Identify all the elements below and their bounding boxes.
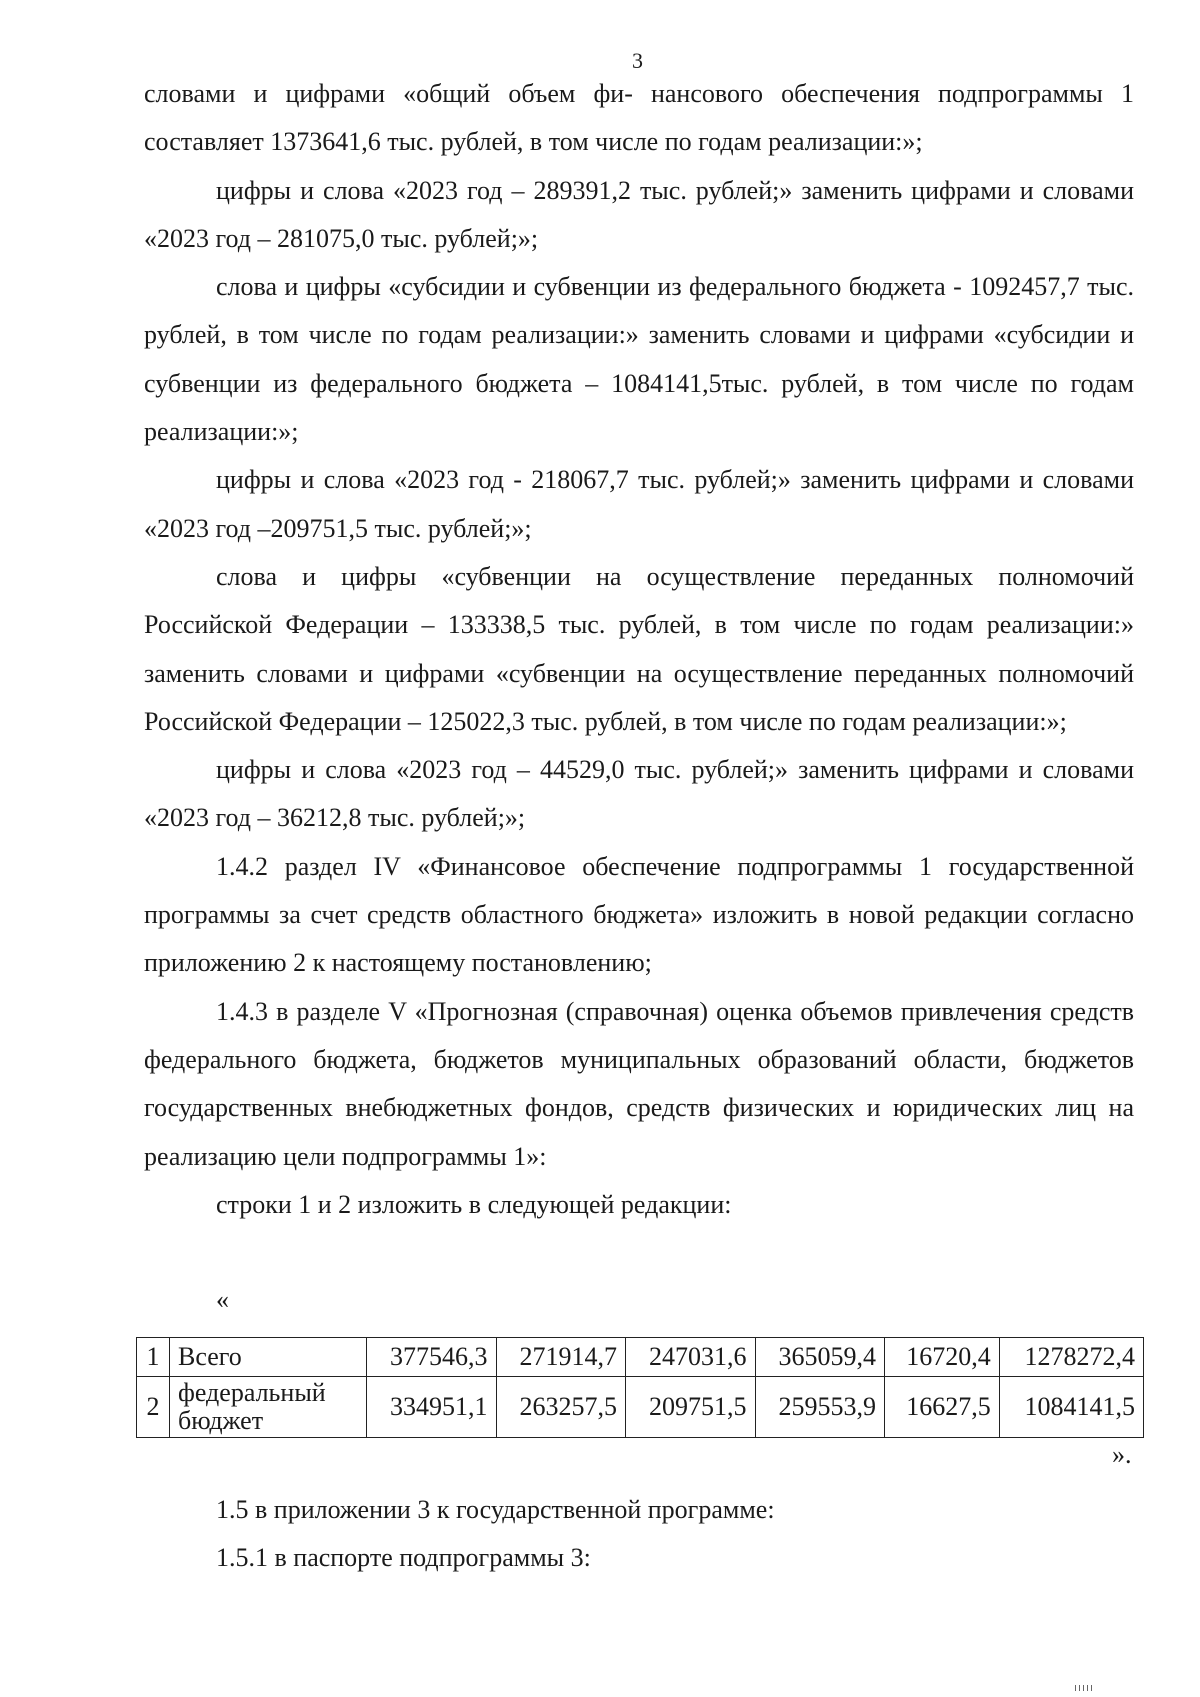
scan-artifact xyxy=(1075,1685,1095,1691)
closing-quote-mark: ». xyxy=(1112,1440,1132,1469)
row-name: федеральный бюджет xyxy=(170,1377,367,1438)
table-cell: 1084141,5 xyxy=(999,1377,1143,1438)
row-number: 2 xyxy=(137,1377,170,1438)
table-row xyxy=(137,1338,1144,1377)
body-text-top xyxy=(144,70,1134,1229)
table-cell: 271914,7 xyxy=(496,1338,626,1377)
budget-table xyxy=(136,1337,1144,1438)
table-cell: 16720,4 xyxy=(885,1338,1000,1377)
row-number: 1 xyxy=(137,1338,170,1377)
paragraph: словами и цифрами «общий объем фи- нансового обеспечения подпрограммы 1 составляет 1373641,6 тыс. рублей, в том числе по годам реализации:»; xyxy=(144,79,1134,157)
opening-quote-mark: « xyxy=(216,1285,229,1314)
table-cell: 365059,4 xyxy=(755,1338,885,1377)
paragraph: слова и цифры «субсидии и субвенции из федерального бюджета - 1092457,7 тыс. рублей, в том числе по годам реализации:» заменить словами и цифрами «субсидии и субвенции из федерального бюджета – 1084141,5тыс. рублей, в том числе по годам реализации:»; xyxy=(144,272,1134,447)
paragraph: цифры и слова «2023 год – 289391,2 тыс. рублей;» заменить цифрами и словами «2023 год – 281075,0 тыс. рублей;»; xyxy=(144,175,1134,253)
table-row xyxy=(137,1377,1144,1438)
paragraph: цифры и слова «2023 год - 218067,7 тыс. рублей;» заменить цифрами и словами «2023 год –209751,5 тыс. рублей;»; xyxy=(144,465,1134,543)
paragraph: 1.4.3 в разделе V «Прогнозная (справочная) оценка объемов привлечения средств федерального бюджета, бюджетов муниципальных образований области, бюджетов государственных внебюджетных фондов, средств физических и юридических лиц на реализацию цели подпрограммы 1»: xyxy=(144,996,1134,1171)
paragraph: 1.4.2 раздел IV «Финансовое обеспечение подпрограммы 1 государственной программы за счет средств областного бюджета» изложить в новой редакции согласно приложению 2 к настоящему постановлению; xyxy=(144,851,1134,978)
table-cell: 1278272,4 xyxy=(999,1338,1143,1377)
paragraph: цифры и слова «2023 год – 44529,0 тыс. рублей;» заменить цифрами и словами «2023 год – 36212,8 тыс. рублей;»; xyxy=(144,755,1134,833)
table-cell: 334951,1 xyxy=(367,1377,497,1438)
table-cell: 209751,5 xyxy=(626,1377,756,1438)
table-cell: 259553,9 xyxy=(755,1377,885,1438)
page-number: 3 xyxy=(632,48,643,73)
body-text-bottom xyxy=(144,1486,1134,1583)
table-cell: 377546,3 xyxy=(367,1338,497,1377)
table-cell: 247031,6 xyxy=(626,1338,756,1377)
paragraph: слова и цифры «субвенции на осуществление переданных полномочий Российской Федерации – 133338,5 тыс. рублей, в том числе по годам реализации:» заменить словами и цифрами «субвенции на осуществление переданных полномочий Российской Федерации – 125022,3 тыс. рублей, в том числе по годам реализации:»; xyxy=(144,561,1134,736)
row-name: Всего xyxy=(170,1338,367,1377)
table-cell: 263257,5 xyxy=(496,1377,626,1438)
paragraph: 1.5.1 в паспорте подпрограммы 3: xyxy=(216,1543,591,1573)
paragraph: 1.5 в приложении 3 к государственной программе: xyxy=(216,1495,775,1524)
paragraph: строки 1 и 2 изложить в следующей редакции: xyxy=(216,1189,732,1219)
table-cell: 16627,5 xyxy=(885,1377,1000,1438)
